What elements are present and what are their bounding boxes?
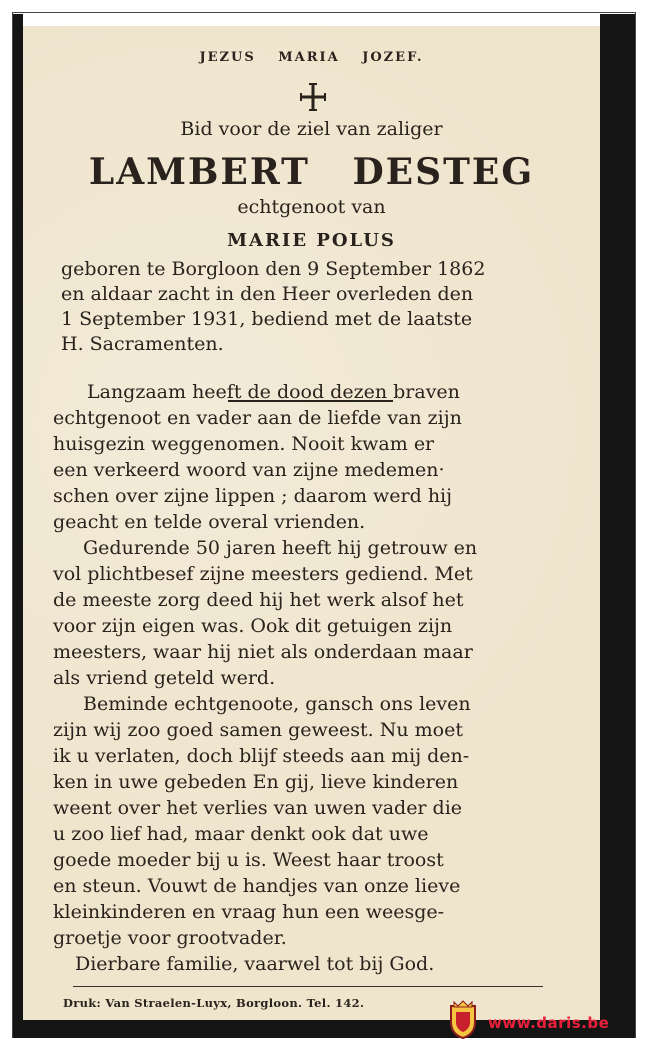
- body-line: Dierbare familie, vaarwel tot bij God.: [75, 953, 435, 975]
- bio-line: 1 September 1931, bediend met de laatste: [61, 308, 473, 330]
- memorial-card: [23, 26, 600, 1020]
- body-line: zijn wij zoo goed samen geweest. Nu moet: [53, 719, 463, 741]
- bio-line: H. Sacramenten.: [61, 333, 224, 355]
- body-line: meesters, waar hij niet als onderdaan maar: [53, 641, 473, 663]
- body-line: weent over het verlies van uwen vader die: [53, 797, 463, 819]
- body-line: als vriend geteld werd.: [53, 667, 276, 689]
- body-line: een verkeerd woord van zijne medemen·: [53, 459, 445, 481]
- deceased-name: LAMBERT DESTEG: [88, 151, 535, 193]
- body-line: schen over zijne lippen ; daarom werd hij: [53, 485, 453, 507]
- body-line: en steun. Vouwt de handjes van onze lieve: [53, 875, 461, 897]
- mourning-border-right: [600, 14, 635, 1038]
- body-line: vol plichtbesef zijne meesters gediend. Met: [53, 563, 473, 585]
- watermark-link[interactable]: www.daris.be: [488, 1014, 610, 1032]
- crest-logo-icon: [448, 1000, 478, 1040]
- body-line: ik u verlaten, doch blijf steeds aan mij den-: [53, 745, 470, 767]
- body-line: voor zijn eigen was. Ook dit getuigen zijn: [53, 615, 453, 637]
- body-line: echtgenoot en vader aan de liefde van zijn: [53, 407, 462, 429]
- cross-icon: [297, 81, 329, 113]
- printer-credit: Druk: Van Straelen-Luyx, Borgloon. Tel. 142.: [63, 996, 365, 1010]
- bio-line: en aldaar zacht in den Heer overleden den: [61, 283, 474, 305]
- spouse-name: MARIE POLUS: [227, 230, 396, 251]
- body-line: huisgezin weggenomen. Nooit kwam er: [53, 433, 435, 455]
- relation-text: echtgenoot van: [237, 196, 386, 218]
- bio-line: geboren te Borgloon den 9 September 1862: [61, 258, 486, 280]
- body-line: Beminde echtgenoote, gansch ons leven: [83, 693, 471, 715]
- body-line: ken in uwe gebeden En gij, lieve kinderen: [53, 771, 459, 793]
- mourning-border-left: [13, 14, 23, 1038]
- body-line: Langzaam heeft de dood dezen braven: [87, 381, 460, 403]
- body-line: groetje voor grootvader.: [53, 927, 287, 949]
- body-line: de meeste zorg deed hij het werk alsof het: [53, 589, 464, 611]
- body-line: Gedurende 50 jaren heeft hij getrouw en: [83, 537, 478, 559]
- body-line: geacht en telde overal vrienden.: [53, 511, 366, 533]
- body-line: goede moeder bij u is. Weest haar troost: [53, 849, 444, 871]
- heading: JEZUS MARIA JOZEF.: [199, 50, 424, 65]
- intro-text: Bid voor de ziel van zaliger: [180, 118, 443, 140]
- body-line: u zoo lief had, maar denkt ook dat uwe: [53, 823, 429, 845]
- body-line: kleinkinderen en vraag hun een weesge-: [53, 901, 445, 923]
- footer-divider: [73, 986, 543, 987]
